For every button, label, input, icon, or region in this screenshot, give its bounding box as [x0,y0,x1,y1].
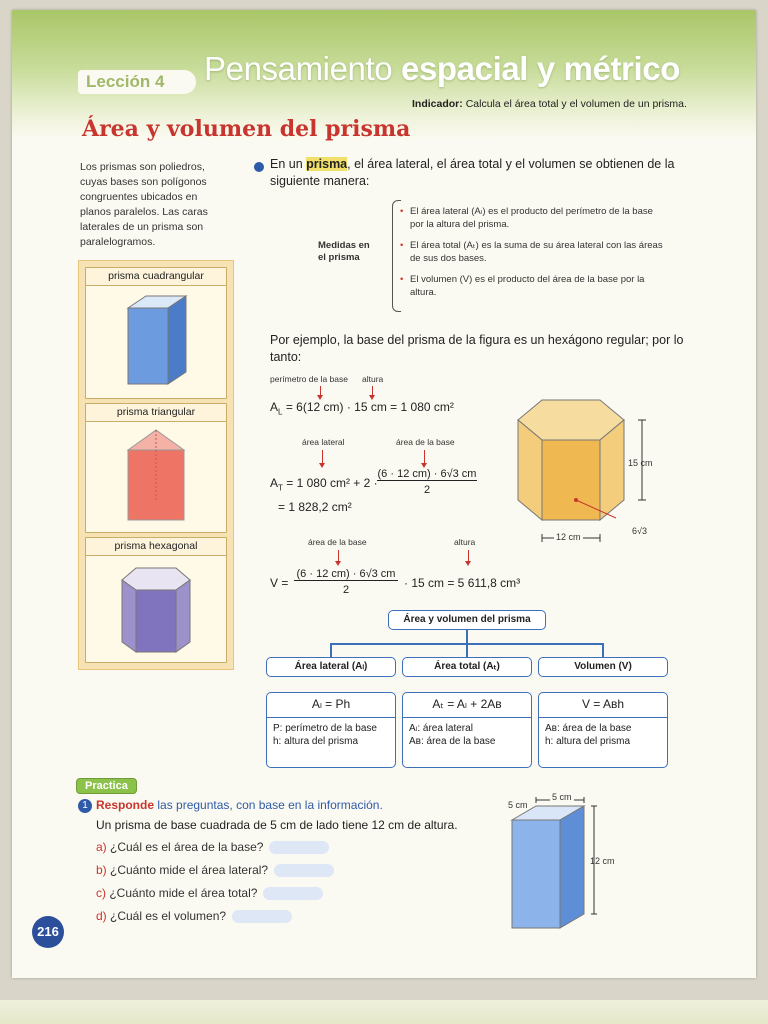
arrow-icon [322,450,323,464]
height-label: altura [362,374,384,384]
measures-list [400,205,668,307]
prism-card-hexagonal [85,537,227,663]
at-sub: T [278,483,283,493]
intro-post: , el área lateral, el área total y el volumen se obtienen de la siguiente manera: [270,157,675,188]
question-letter: d) [96,909,107,923]
tree-detail-lateral [266,692,396,768]
arrow-icon [468,550,469,562]
v-lhs: V = [270,576,289,590]
answer-field[interactable] [274,864,334,877]
textbook-page [12,10,756,978]
indicator-label: Indicador: [412,98,463,110]
intro-text [270,156,690,190]
question-letter: c) [96,886,106,900]
question-text: ¿Cuánto mide el área total? [109,886,258,900]
measures-label [318,240,370,264]
tree-root: Área y volumen del prisma [388,610,546,630]
question-text: ¿Cuánto mide el área lateral? [110,863,269,877]
triangular-prism-icon [106,422,206,528]
desc-line: Aʙ: área de la base [409,736,496,747]
perimeter-label: perímetro de la base [270,374,348,384]
desc-line: Aₗ: área lateral [409,723,473,734]
prism-card-quadrangular [85,267,227,399]
page-number: 216 [32,916,64,948]
arrow-icon [338,550,339,562]
v-base-label: área de la base [308,537,367,547]
formula-total: Aₜ = Aₗ + 2Aʙ [432,697,502,711]
question-c [96,886,323,900]
example-text: Por ejemplo, la base del prisma de la figura es un hexágono regular; por lo tanto: [270,333,684,364]
tree-connector [466,630,468,644]
total-area-formula [270,476,378,492]
question-letter: b) [96,863,107,877]
al-eq: = 6(12 cm) · 15 cm = 1 080 cm² [285,400,454,414]
bullet-icon [254,162,264,172]
question-d [96,909,292,923]
lateral-area-formula [270,400,454,416]
measure-item: • El volumen (V) es el producto del área de la base por la altura. [400,273,668,299]
prism-label: prisma cuadrangular [86,268,226,286]
practice-width-label: 5 cm [552,792,572,802]
al-sub: L [278,407,283,417]
answer-field[interactable] [269,841,329,854]
base-area-label: área de la base [396,437,455,447]
lesson-label: Lección 4 [78,70,196,94]
measures-label-line2: el prisma [318,252,360,263]
practice-instruction [96,798,383,812]
side-definition: Los prismas son poliedros, cuyas bases son polígonos congruentes ubicados en planos paralelos. Las caras laterales de un prisma son paralelogramos. [80,161,208,248]
instruction-rest: las preguntas, con base en la información. [154,798,383,812]
desc-line: h: altura del prisma [273,736,359,747]
tree-branch-volume: Volumen (V) [538,657,668,677]
at-lhs: A [270,476,279,490]
question-text: ¿Cuál es el volumen? [110,909,227,923]
practice-depth-label: 5 cm [508,800,528,810]
desc-line: h: altura del prisma [545,736,631,747]
at-denominator: 2 [423,484,431,496]
formula-lateral: Aₗ = Ph [311,697,351,711]
prism-label: prisma triangular [86,404,226,422]
answer-field[interactable] [232,910,292,923]
figure-apothem-label: 6√3 [632,526,647,536]
prism-card-triangular [85,403,227,533]
question-b [96,863,334,877]
measure-item: • El área total (Aₜ) es la suma de su área lateral con las áreas de sus dos bases. [400,239,668,265]
arrow-icon [424,450,425,464]
indicator-text: Calcula el área total y el volumen de un prisma. [465,98,687,110]
section-title-bold: espacial y métrico [401,50,680,87]
v-height-label: altura [454,537,476,547]
figure-height-label: 15 cm [628,458,653,468]
arrow-icon [372,386,373,396]
prism-panel [78,260,234,670]
indicator [412,98,687,110]
at-eq1: = 1 080 cm² + 2 · [286,476,378,490]
answer-field[interactable] [263,887,323,900]
question-a [96,840,329,854]
tree-branch-total: Área total (Aₜ) [402,657,532,677]
tree-branch-lateral: Área lateral (Aₗ) [266,657,396,677]
desc-line: Aʙ: área de la base [545,723,632,734]
tree-detail-volume [538,692,668,768]
measures-label-line1: Medidas en [318,240,370,251]
next-page-strip [0,1000,768,1024]
desc-line: P: perímetro de la base [273,723,377,734]
instruction-bold: Responde [96,798,155,812]
section-title [204,50,680,88]
tree-detail-total [402,692,532,768]
hexagonal-prism-icon [106,556,206,660]
v-tail: · 15 cm = 5 611,8 cm³ [404,576,521,590]
measure-item: • El área lateral (Aₗ) es el producto del perímetro de la base por la altura del prisma. [400,205,668,231]
prism-label: prisma hexagonal [86,538,226,556]
at-numerator: (6 · 12 cm) · 6√3 cm [377,468,477,480]
page-title: Área y volumen del prisma [82,116,411,142]
tree-connector [466,643,468,657]
question-number-icon: 1 [78,799,92,813]
al-lhs: A [270,400,279,414]
practice-statement: Un prisma de base cuadrada de 5 cm de lado tiene 12 cm de altura. [96,818,458,832]
practice-height-label: 12 cm [590,856,615,866]
lateral-area-label: área lateral [302,437,345,447]
v-numerator: (6 · 12 cm) · 6√3 cm [294,568,398,581]
tree-connector [602,643,604,657]
intro-pre: En un [270,157,307,171]
practice-tag: Practica [76,778,137,794]
square-prism-icon [106,286,206,394]
section-title-light: Pensamiento [204,50,401,87]
figure-side-label: 12 cm [556,532,581,542]
square-prism-figure [508,792,628,942]
arrow-icon [320,386,321,396]
v-denominator: 2 [342,584,350,596]
highlight-prisma: prisma [306,157,348,171]
question-text: ¿Cuál es el área de la base? [110,840,264,854]
question-letter: a) [96,840,107,854]
formula-volume: V = Aʙh [581,697,625,711]
at-result: = 1 828,2 cm² [278,500,352,514]
tree-connector [330,643,332,657]
